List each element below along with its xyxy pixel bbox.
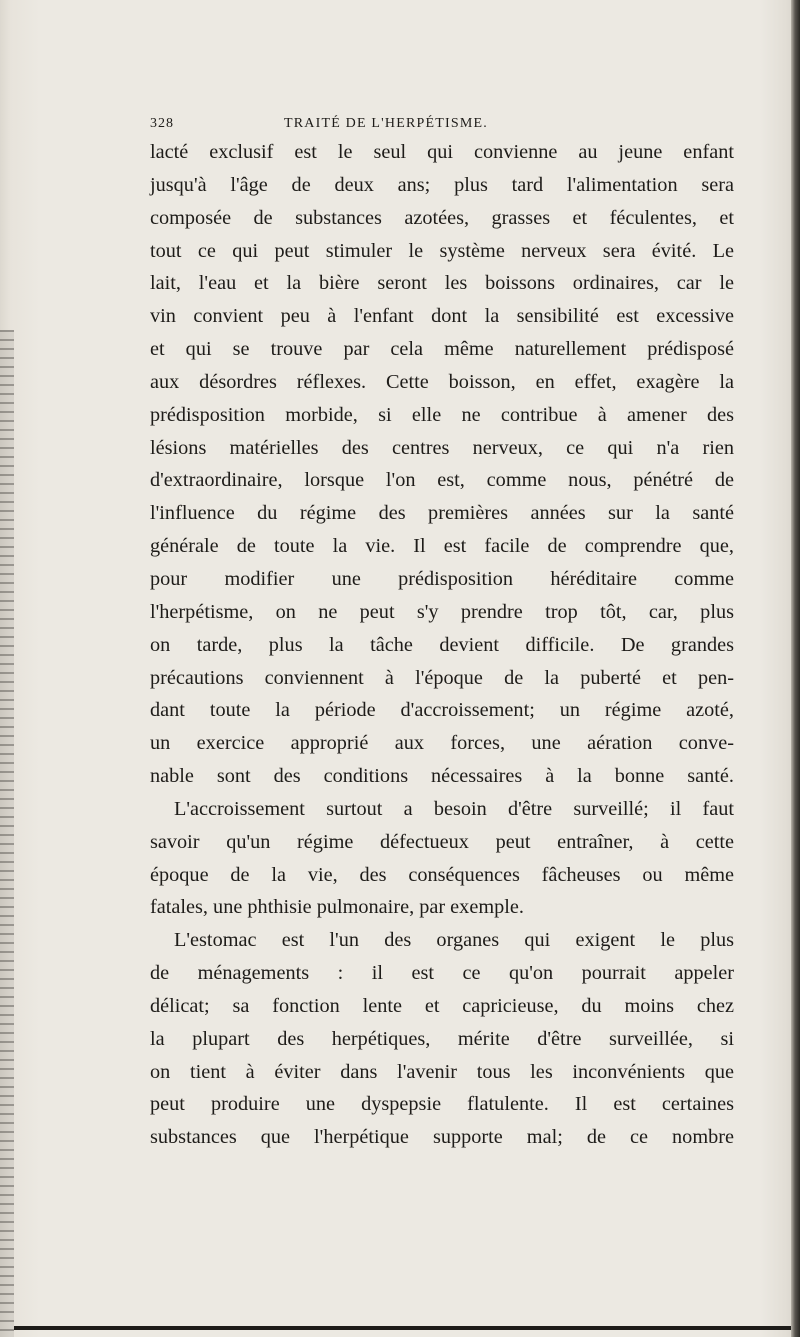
text-line: lésions matérielles des centres nerveux, ce qui n'a rien: [150, 436, 734, 459]
page-bottom-rule: [14, 1326, 791, 1330]
running-head: [150, 116, 750, 136]
text-line: substances que l'herpétique supporte mal; de ce nombre: [150, 1126, 734, 1149]
text-line: et qui se trouve par cela même naturellement prédisposé: [150, 338, 734, 361]
text-line: lait, l'eau et la bière seront les boissons ordinaires, car le: [150, 272, 734, 295]
text-line: prédisposition morbide, si elle ne contribue à amener des: [150, 403, 734, 426]
text-line: d'extraordinaire, lorsque l'on est, comme nous, pénétré de: [150, 469, 734, 492]
text-line: la plupart des herpétiques, mérite d'être surveillée, si: [150, 1027, 734, 1050]
text-line: aux désordres réflexes. Cette boisson, en effet, exagère la: [150, 370, 734, 393]
text-line: lacté exclusif est le seul qui convienne au jeune enfant: [150, 141, 734, 163]
text-line: époque de la vie, des conséquences fâcheuses ou même: [150, 863, 734, 886]
text-line: tout ce qui peut stimuler le système nerveux sera évité. Le: [150, 239, 734, 262]
text-line: un exercice approprié aux forces, une aération conve-: [150, 732, 734, 755]
text-line: nable sont des conditions nécessaires à la bonne santé.: [150, 765, 734, 788]
page-number: 328: [150, 116, 174, 131]
text-line: L'estomac est l'un des organes qui exigent le plus: [174, 929, 734, 952]
text-line: pour modifier une prédisposition héréditaire comme: [150, 567, 734, 590]
body-text: [150, 136, 734, 1154]
text-line: l'herpétisme, on ne peut s'y prendre trop tôt, car, plus: [150, 600, 734, 623]
scan-binding-edge: [791, 0, 800, 1337]
text-line: L'accroissement surtout a besoin d'être surveillé; il faut: [174, 797, 734, 820]
text-line: composée de substances azotées, grasses et féculentes, et: [150, 206, 734, 229]
running-title: TRAITÉ DE L'HERPÉTISME.: [284, 116, 488, 131]
text-line: dant toute la période d'accroissement; un régime azoté,: [150, 699, 734, 722]
text-line: délicat; sa fonction lente et capricieuse, du moins chez: [150, 994, 734, 1017]
text-line: jusqu'à l'âge de deux ans; plus tard l'alimentation sera: [150, 173, 734, 196]
text-line: fatales, une phthisie pulmonaire, par exemple.: [150, 896, 524, 919]
text-line: générale de toute la vie. Il est facile de comprendre que,: [150, 535, 734, 558]
text-line: vin convient peu à l'enfant dont la sensibilité est excessive: [150, 305, 734, 328]
text-line: l'influence du régime des premières années sur la santé: [150, 502, 734, 525]
text-line: on tient à éviter dans l'avenir tous les inconvénients que: [150, 1060, 734, 1083]
text-line: de ménagements : il est ce qu'on pourrait appeler: [150, 962, 734, 985]
text-line: savoir qu'un régime défectueux peut entraîner, à cette: [150, 830, 734, 853]
text-line: précautions conviennent à l'époque de la puberté et pen-: [150, 666, 734, 689]
text-line: on tarde, plus la tâche devient difficile. De grandes: [150, 633, 734, 656]
text-line: peut produire une dyspepsie flatulente. Il est certaines: [150, 1093, 734, 1116]
scan-left-edge: [0, 330, 14, 1337]
